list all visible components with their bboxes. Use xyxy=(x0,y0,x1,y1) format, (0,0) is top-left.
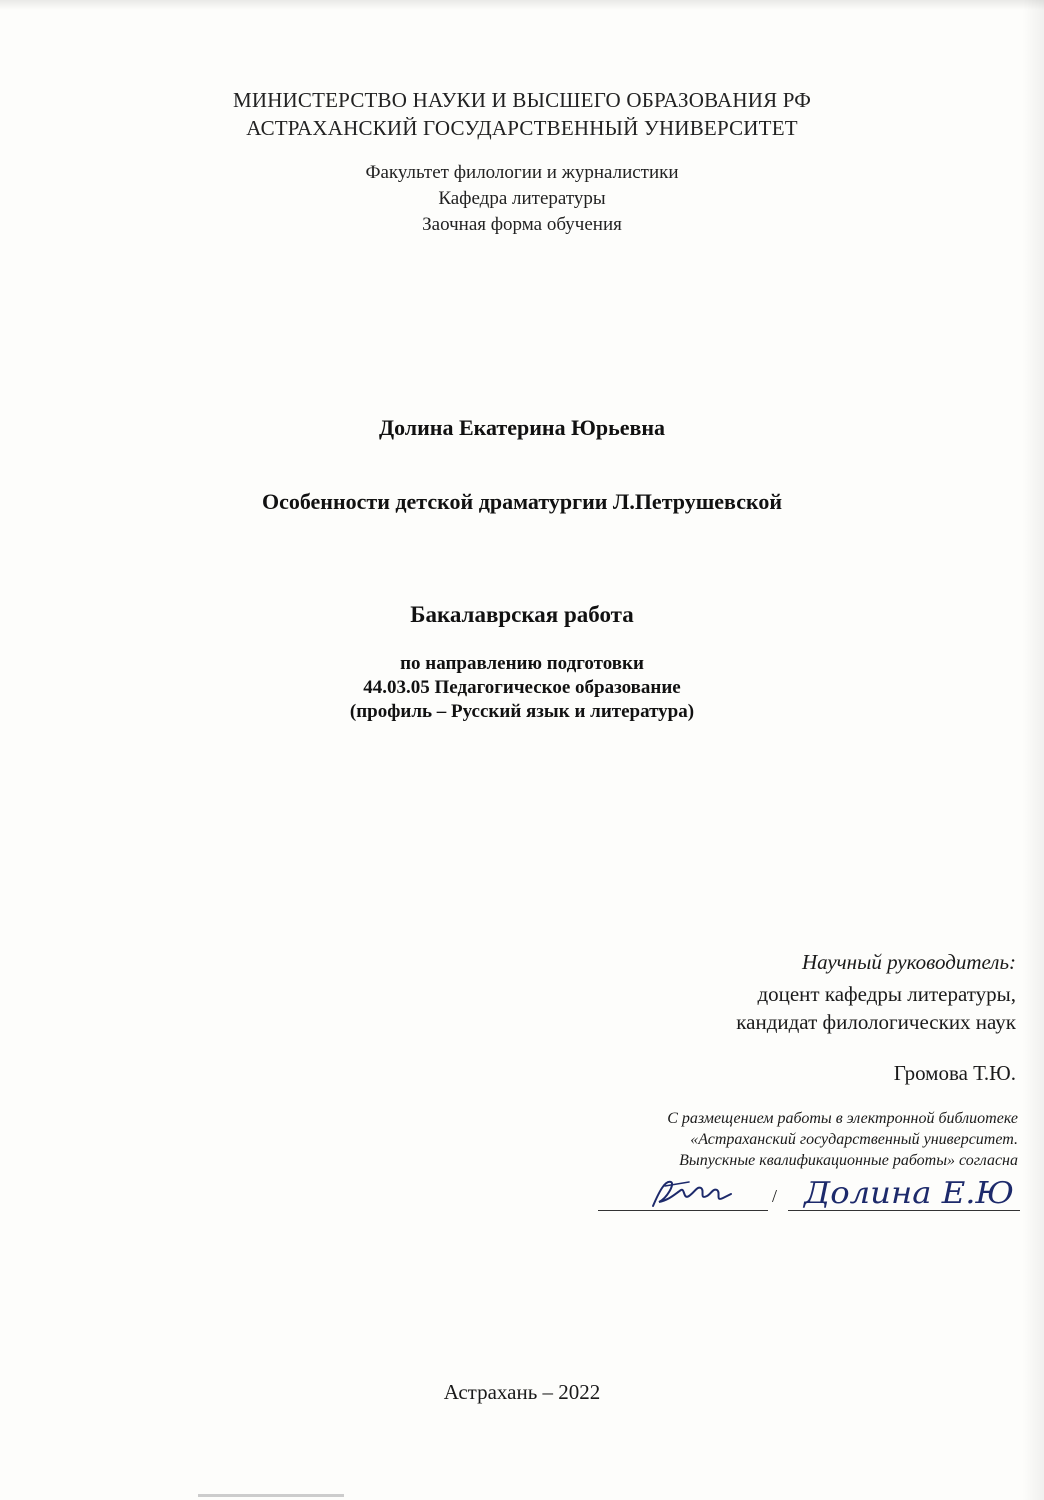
university-name: АСТРАХАНСКИЙ ГОСУДАРСТВЕННЫЙ УНИВЕРСИТЕТ xyxy=(246,116,798,140)
signature-separator: / xyxy=(772,1186,778,1206)
scan-bottom-mark xyxy=(198,1494,344,1497)
department-name: Кафедра литературы xyxy=(438,188,606,209)
scan-top-shadow xyxy=(0,0,1044,10)
direction-line-3: (профиль – Русский язык и литература) xyxy=(349,701,695,722)
direction-line-1: по направлению подготовки xyxy=(400,653,644,674)
consent-line-1: С размещением работы в электронной библиотеке xyxy=(667,1110,1018,1127)
consent-line-2: «Астраханский государственный университет. xyxy=(690,1131,1018,1148)
handwritten-signature-name xyxy=(800,1170,1025,1215)
library-consent xyxy=(667,1108,1018,1171)
supervisor-degree: кандидат филологических наук xyxy=(736,1010,1016,1034)
supervisor-info xyxy=(736,980,1016,1036)
faculty-name: Факультет филологии и журналистики xyxy=(365,162,679,183)
consent-line-3: Выпускные квалификационные работы» согласна xyxy=(679,1152,1018,1169)
study-direction xyxy=(0,652,1044,724)
signature-name-text: Долина Е.Ю xyxy=(801,1176,1014,1211)
study-form: Заочная форма обучения xyxy=(422,214,622,235)
supervisor-position: доцент кафедры литературы, xyxy=(757,982,1016,1006)
handwritten-signature-mark xyxy=(645,1172,735,1214)
ministry-header xyxy=(0,86,1044,142)
city-year: Астрахань – 2022 xyxy=(443,1380,601,1404)
ministry-name: МИНИСТЕРСТВО НАУКИ И ВЫСШЕГО ОБРАЗОВАНИЯ РФ xyxy=(232,88,812,112)
faculty-block xyxy=(0,160,1044,238)
thesis-title: Особенности детской драматургии Л.Петрушевской xyxy=(261,489,783,514)
direction-line-2: 44.03.05 Педагогическое образование xyxy=(363,677,681,698)
supervisor-name: Громова Т.Ю. xyxy=(893,1061,1016,1085)
work-type: Бакалаврская работа xyxy=(410,602,634,627)
supervisor-label: Научный руководитель: xyxy=(801,950,1016,974)
author-name: Долина Екатерина Юрьевна xyxy=(378,415,666,440)
